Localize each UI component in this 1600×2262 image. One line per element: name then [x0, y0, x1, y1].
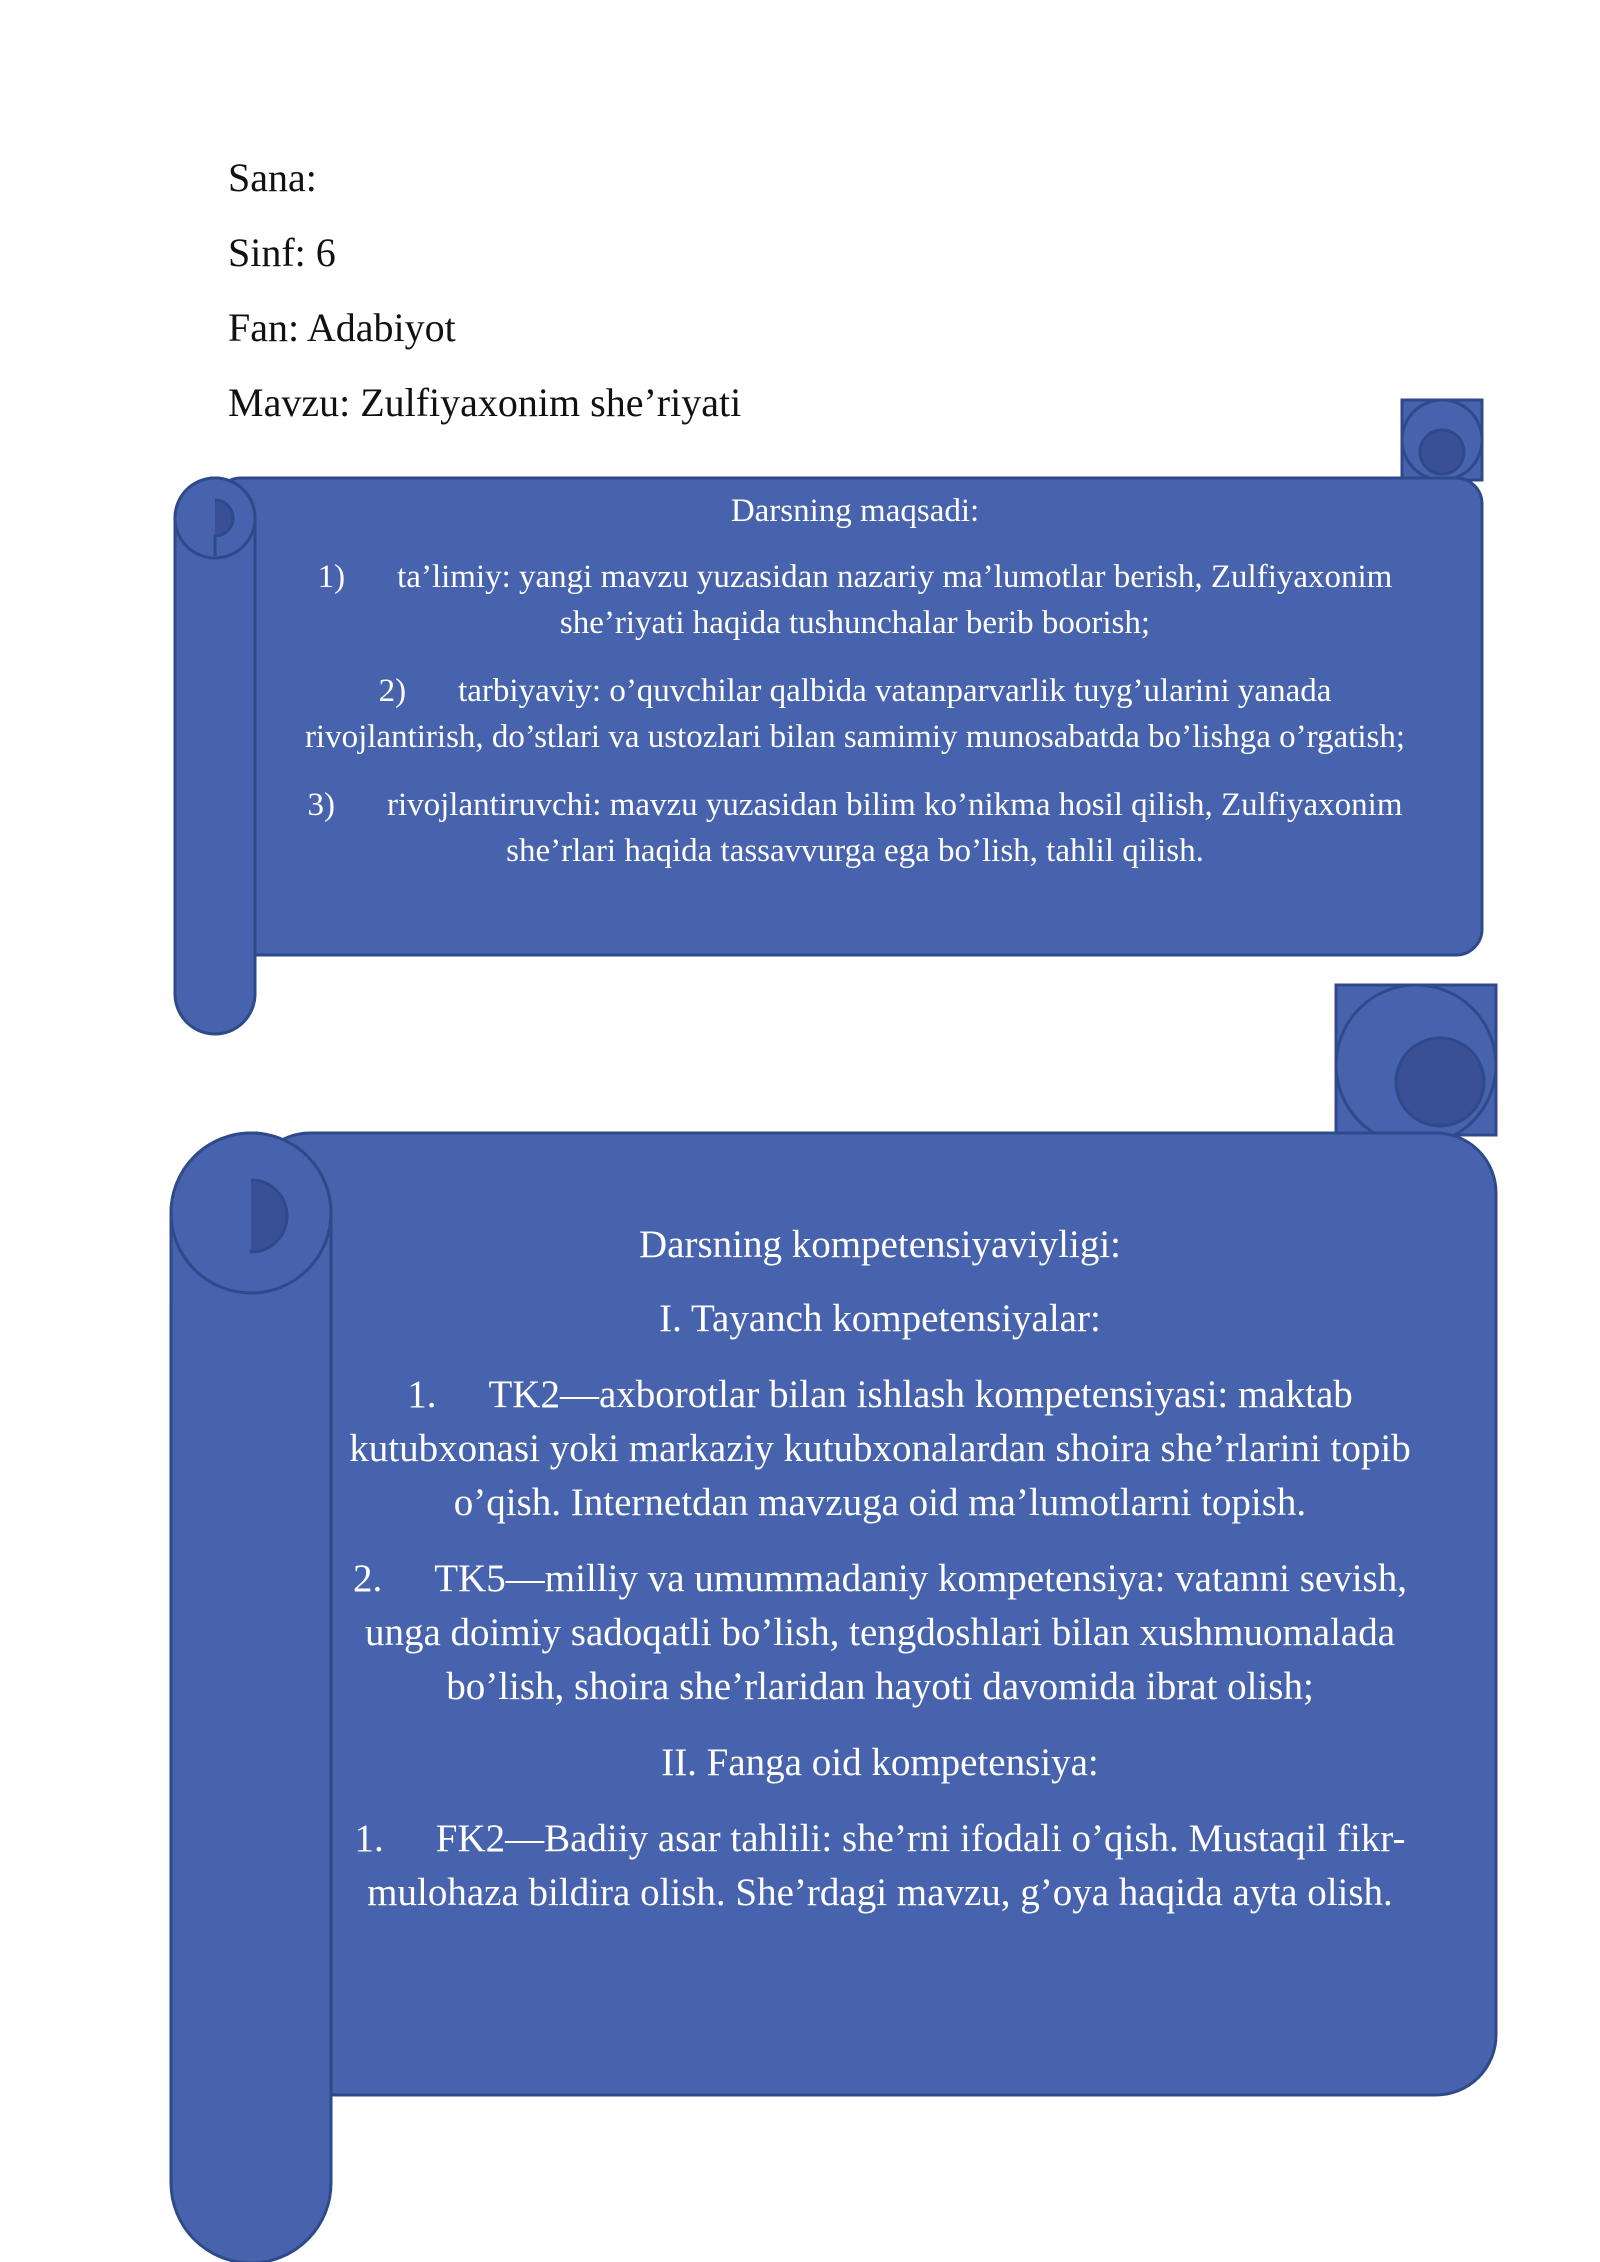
competencies-title: Darsning kompetensiyaviyligi:: [638, 1223, 1121, 1266]
subject-label: Fan: Adabiyot: [228, 305, 456, 350]
goal-number: 1): [317, 559, 346, 595]
goal-item: [290, 554, 1420, 646]
competency-number: 1.: [354, 1817, 384, 1860]
goal-number: 2): [378, 673, 407, 709]
competency-number: 1.: [407, 1373, 437, 1416]
competency-text: TK2—axborotlar bilan ishlash kompetensiyasi: maktab kutubxonasi yoki markaziy kutubxonalardan shoira she’rlarini topib o’qish. Internetdan mavzuga oid ma’lumotlarni topish.: [349, 1373, 1411, 1524]
competency-number: 2.: [353, 1557, 383, 1600]
competency-item: [340, 1812, 1420, 1920]
basic-competencies-title: I. Tayanch kompetensiyalar:: [659, 1297, 1101, 1340]
competency-item: [340, 1552, 1420, 1714]
subject-competencies-title: II. Fanga oid kompetensiya:: [661, 1741, 1099, 1784]
topic-label: Mavzu: Zulfiyaxonim she’riyati: [228, 380, 742, 425]
competency-text: FK2—Badiiy asar tahlili: she’rni ifodali o’qish. Mustaqil fikr-mulohaza bildira olish. She’rdagi mavzu, g’oya haqida ayta olish.: [367, 1817, 1406, 1914]
goal-text: ta’limiy: yangi mavzu yuzasidan nazariy ma’lumotlar berish, Zulfiyaxonim she’riyati haqida tushunchalar berib boorish;: [397, 559, 1393, 641]
competency-text: TK5—milliy va umummadaniy kompetensiya: vatanni sevish, unga doimiy sadoqatli bo’lish, tengdoshlari bilan xushmuomalada bo’lish, shoira she’rlaridan hayoti davomida ibrat olish;: [364, 1557, 1407, 1708]
lesson-competencies: [340, 1218, 1420, 1942]
goals-title: Darsning maqsadi:: [730, 493, 980, 529]
date-label: Sana:: [228, 155, 317, 200]
goal-item: [290, 782, 1420, 874]
goal-number: 3): [307, 787, 335, 823]
class-label: Sinf: 6: [228, 230, 336, 275]
competency-item: [340, 1368, 1420, 1530]
goal-item: [290, 668, 1420, 760]
goal-text: tarbiyaviy: o’quvchilar qalbida vatanparvarlik tuyg’ularini yanada rivojlantirish, do’stlari va ustozlari bilan samimiy munosabatda bo’lishga o’rgatish;: [304, 673, 1406, 755]
goal-text: rivojlantiruvchi: mavzu yuzasidan bilim ko’nikma hosil qilish, Zulfiyaxonim she’rlari haqida tassavvurga ega bo’lish, tahlil qilish.: [386, 787, 1403, 869]
lesson-goals: [290, 488, 1420, 896]
